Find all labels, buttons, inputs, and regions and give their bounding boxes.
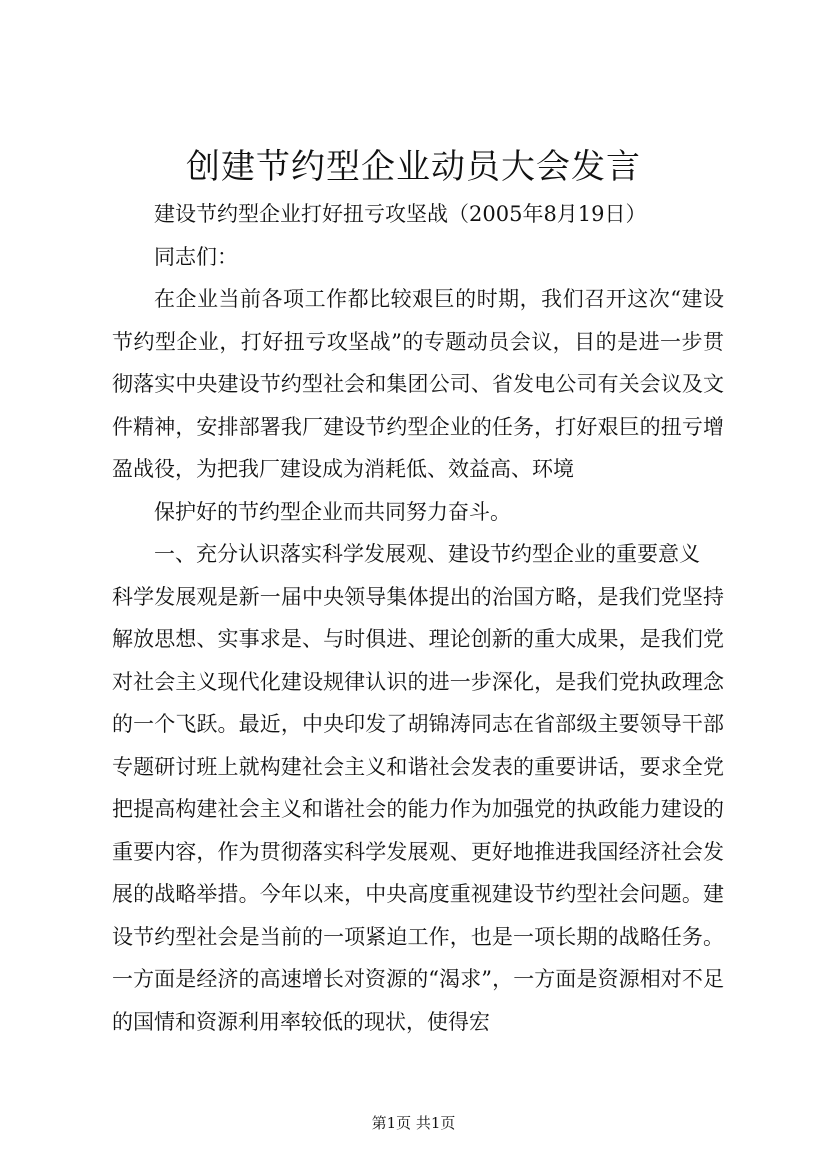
paragraph-section-1: 科学发展观是新一届中央领导集体提出的治国方略，是我们党坚持解放思想、实事求是、与时俱进、理论创新的重大成果，是我们党对社会主义现代化建设规律认识的进一步深化，是我们党执政理念的一个飞跃。最近，中央印发了胡锦涛同志在省部级主要领导干部专题研讨班上就构建社会主义和谐社会发表的重要讲话，要求全党把提高构建社会主义和谐社会的能力作为加强党的执政能力建设的重要内容，作为贯彻落实科学发展观、更好地推进我国经济社会发展的战略举措。今年以来，中央高度重视建设节约型社会问题。建设节约型社会是当前的一项紧迫工作，也是一项长期的战略任务。一方面是经济的高速增长对资源的“渴求”，一方面是资源相对不足的国情和资源利用率较低的现状，使得宏 — [112, 584, 724, 1034]
document-body — [112, 193, 724, 1043]
document-title: 创建节约型企业动员大会发言 — [186, 147, 641, 187]
paragraph-intro: 在企业当前各项工作都比较艰巨的时期，我们召开这次“建设节约型企业，打好扭亏攻坚战”的专题动员会议，目的是进一步贯彻落实中央建设节约型社会和集团公司、省发电公司有关会议及文件精神，安排部署我厂建设节约型企业的任务，打好艰巨的扭亏增盈战役，为把我厂建设成为消耗低、效益高、环境 — [112, 287, 724, 481]
salutation: 同志们： — [154, 244, 238, 269]
document-subtitle: 建设节约型企业打好扭亏攻坚战（2005年8月19日） — [154, 202, 647, 226]
paragraph-intro-continued: 保护好的节约型企业而共同努力奋斗。 — [154, 499, 511, 524]
section-heading-1: 一、充分认识落实科学发展观、建设节约型企业的重要意义 — [154, 542, 700, 566]
page-footer: 第1页 共1页 — [371, 1114, 456, 1132]
